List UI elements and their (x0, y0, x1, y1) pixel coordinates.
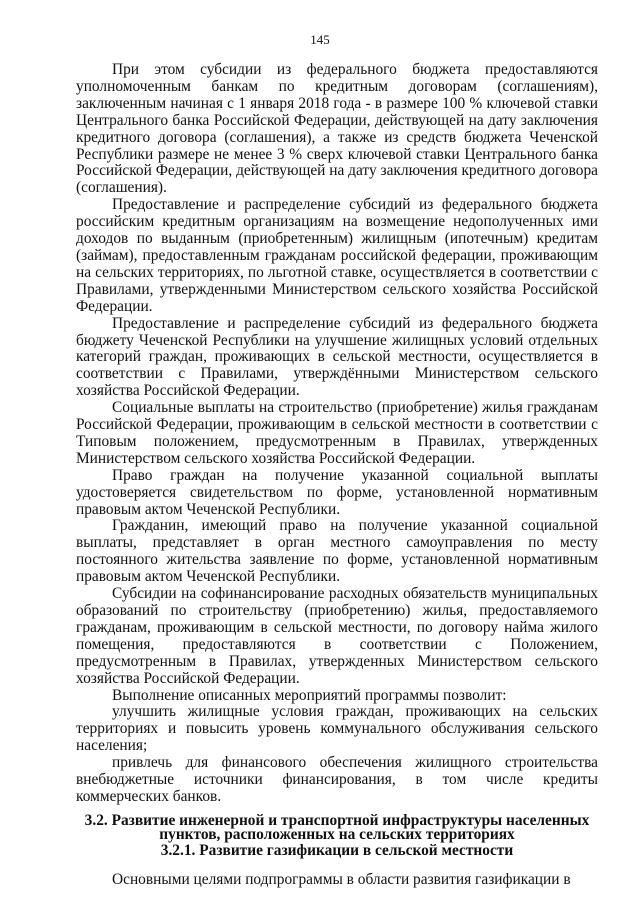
subsection-heading: 3.2.1. Развитие газификации в сельской местности (160, 841, 514, 859)
paragraph-credit-organizations: Предоставление и распределение субсидий из федерального бюджета российским кредитным организациям на возмещение недополученных ими доходов по выданным (приобретенным) жилищным (ипотечным) кредитам (займам), предоставленным гражданам российской федерации, проживающим на сельских территориях, по льготной ставке, осуществляется в соответствии с Правилами, утвержденными Министерством сельского хозяйства Российской Федерации. (76, 196, 598, 315)
paragraph-gasification-goals: Основными целями подпрограммы в области развития газификации в (112, 870, 571, 888)
paragraph-cofinancing: Субсидии на софинансирование расходных обязательств муниципальных образований по строительству (приобретению) жилья, предоставляемого гражданам, проживающим в сельской местности, по договору найма жилого помещения, предоставляются в соответствии с Положением, предусмотренным в Правилах, утвержденных Министерством сельского хозяйства Российской Федерации. (76, 585, 598, 687)
document-body (76, 62, 598, 889)
paragraph-certificate: Право граждан на получение указанной социальной выплаты удостоверяется свидетельством по форме, установленной нормативным правовым актом Чеченской Республики. (76, 466, 598, 518)
page-number: 145 (310, 32, 330, 47)
paragraph-budget-distribution: Предоставление и распределение субсидий из федерального бюджета бюджету Чеченской Республики на улучшение жилищных условий отдельных категорий граждан, проживающих в сельской местности, осуществляется в соответствии с Правилами, утверждёнными Министерством сельского хозяйства Российской Федерации. (76, 314, 598, 400)
paragraph-social-payments: Социальные выплаты на строительство (приобретение) жилья гражданам Российской Федерации, проживающим в сельской местности в соответствии с Типовым положением, предусмотренным в Правилах, утвержденных Министерством сельского хозяйства Российской Федерации. (76, 399, 598, 467)
paragraph-subsidy-banks: При этом субсидии из федерального бюджета предоставляются уполномоченным банкам по кредитным договорам (соглашениям), заключенным начиная с 1 января 2018 года - в размере 100 % ключевой ставки Центрального банка Российской Федерации, действующей на дату заключения кредитного договора (соглашения), а также из средств бюджета Чеченской Республики размере не менее 3 % сверх ключевой ставки Центрального банка Российской Федерации, действующей на дату заключения кредитного договора (соглашения). (76, 61, 598, 197)
paragraph-result-housing: улучшить жилищные условия граждан, проживающих на сельских территориях и повысить уровень коммунального обслуживания сельского населения; (76, 703, 598, 755)
paragraph-application: Гражданин, имеющий право на получение указанной социальной выплаты, представляет в орган местного самоуправления по месту постоянного жительства заявление по форме, установленной нормативным правовым актом Чеченской Республики. (76, 517, 598, 586)
paragraph-result-financing: привлечь для финансового обеспечения жилищного строительства внебюджетные источники финансирования, в том числе кредиты коммерческих банков. (76, 754, 598, 805)
paragraph-program-results: Выполнение описанных мероприятий программы позволит: (112, 686, 507, 704)
section-heading: 3.2. Развитие инженерной и транспортной инфраструктуры населенных пунктов, расположенных на сельских территориях (84, 811, 590, 844)
